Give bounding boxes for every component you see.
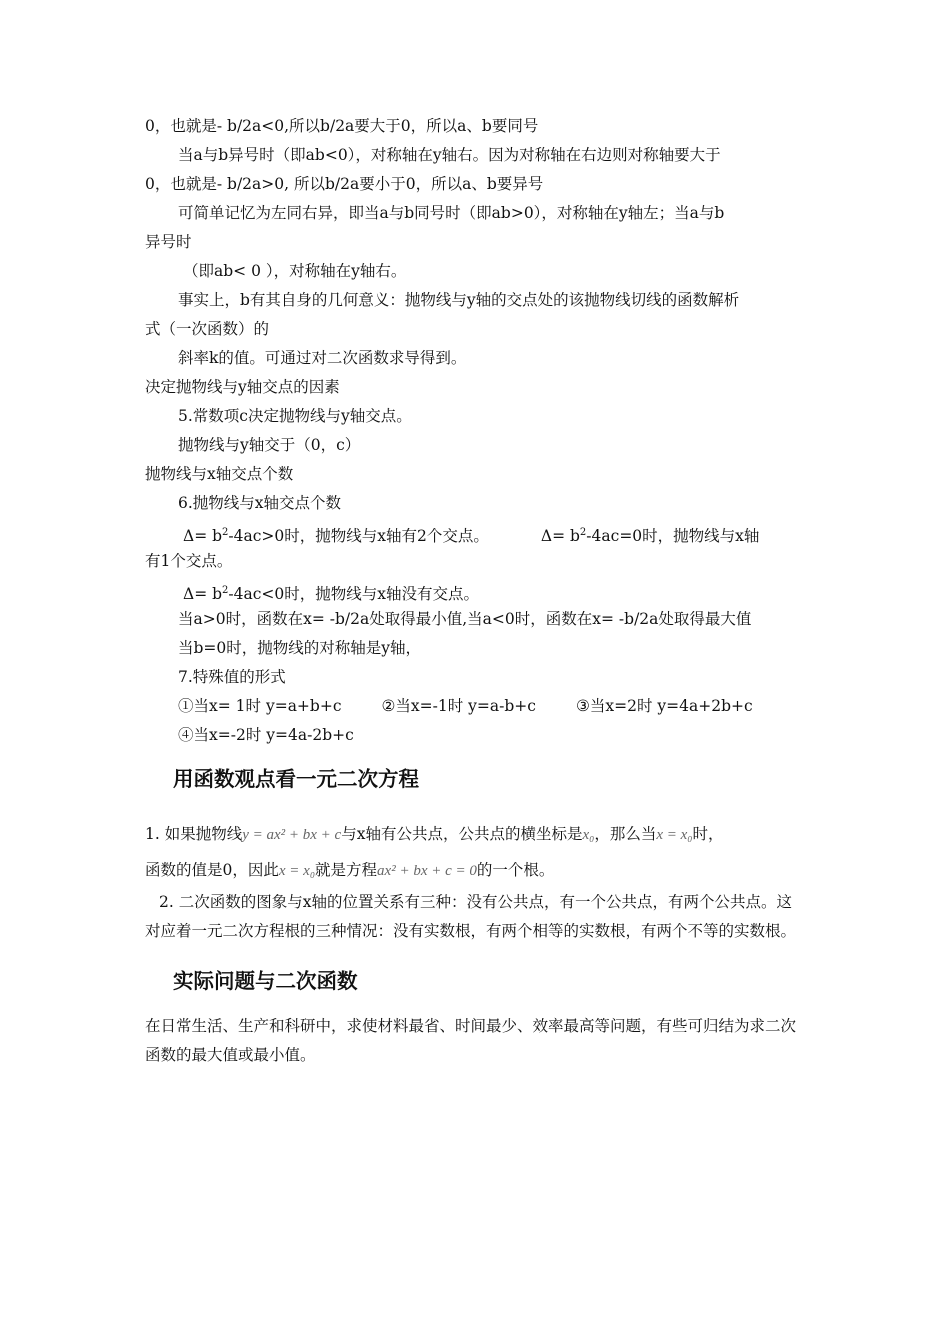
eq-text: ，那么当 bbox=[594, 825, 657, 843]
text-line: 7.特殊值的形式 bbox=[178, 668, 286, 686]
delta-text: -4ac<0时，抛物线与x轴没有交点。 bbox=[228, 585, 480, 604]
exponent: 2 bbox=[579, 527, 587, 538]
text-line: ④当x=-2时 y=4a-2b+c bbox=[178, 726, 354, 744]
delta-text: Δ= b bbox=[183, 527, 223, 546]
eq-text: 函数的值是0，因此 bbox=[145, 861, 279, 879]
eq-text: 就是方程 bbox=[315, 861, 378, 879]
delta-text: Δ= b bbox=[540, 527, 580, 546]
text-line: （即ab< 0 ），对称轴在y轴右。 bbox=[183, 262, 407, 280]
text-line: 0，也就是- b/2a<0,所以b/2a要大于0，所以a、b要同号 bbox=[145, 117, 539, 135]
text-line: 当a与b异号时（即ab<0），对称轴在y轴右。因为对称轴在右边则对称轴要大于 bbox=[178, 146, 721, 164]
section-heading: 用函数观点看一元二次方程 bbox=[173, 767, 419, 791]
text-line: 决定抛物线与y轴交点的因素 bbox=[145, 378, 340, 396]
section-heading: 实际问题与二次函数 bbox=[173, 969, 358, 993]
delta-text: -4ac>0时，抛物线与x轴有2个交点。 bbox=[228, 527, 489, 546]
text-line: 6.抛物线与x轴交点个数 bbox=[178, 494, 342, 512]
text-line: 异号时 bbox=[145, 233, 192, 251]
special-values-line bbox=[145, 692, 805, 721]
text-line: 抛物线与y轴交于（0，c） bbox=[178, 436, 361, 454]
eq-text: 的一个根。 bbox=[476, 861, 555, 879]
text-line: 0，也就是- b/2a>0, 所以b/2a要小于0，所以a、b要异号 bbox=[145, 175, 544, 193]
equation-line bbox=[145, 816, 805, 852]
math-formula: ax² + bx + c = 0 bbox=[377, 863, 477, 879]
special-value: ②当x=-1时 y=a-b+c bbox=[381, 697, 536, 715]
text-line: 当a>0时，函数在x= -b/2a处取得最小值,当a<0时，函数在x= -b/2a处取得最大值 bbox=[178, 610, 752, 628]
eq-text: 1. 如果抛物线 bbox=[145, 825, 243, 843]
text-line: 斜率k的值。可通过对二次函数求导得到。 bbox=[178, 349, 467, 367]
text-line: 5.常数项c决定抛物线与y轴交点。 bbox=[178, 407, 412, 425]
math-formula: x₀ bbox=[582, 827, 595, 843]
exponent: 2 bbox=[222, 527, 229, 538]
delta-line bbox=[145, 576, 805, 605]
equation-line bbox=[145, 852, 805, 888]
delta-text: Δ= b bbox=[183, 585, 223, 604]
text-line: 有1个交点。 bbox=[145, 552, 233, 570]
text-line: 事实上，b有其自身的几何意义：抛物线与y轴的交点处的该抛物线切线的函数解析 bbox=[178, 291, 740, 309]
text-line: 抛物线与x轴交点个数 bbox=[145, 465, 294, 483]
document-page bbox=[145, 112, 805, 1070]
text-line: 可简单记忆为左同右异，即当a与b同号时（即ab>0），对称轴在y轴左；当a与b bbox=[178, 204, 725, 222]
paragraph: 2. 二次函数的图象与x轴的位置关系有三种：没有公共点，有一个公共点，有两个公共点。这对应着一元二次方程根的三种情况：没有实数根，有两个相等的实数根，有两个不等的实数根。 bbox=[145, 893, 797, 940]
text-line: 式（一次函数）的 bbox=[145, 320, 270, 338]
delta-text: -4ac=0时，抛物线与x轴 bbox=[586, 527, 760, 546]
math-formula: x = x₀ bbox=[656, 827, 693, 843]
math-formula: x = x₀ bbox=[278, 863, 316, 879]
special-value: ①当x= 1时 y=a+b+c bbox=[178, 697, 342, 715]
eq-text: 时， bbox=[692, 825, 724, 843]
exponent: 2 bbox=[222, 585, 229, 596]
eq-text: 与x轴有公共点，公共点的横坐标是 bbox=[341, 825, 583, 843]
delta-line bbox=[145, 518, 805, 547]
text-line: 当b=0时，抛物线的对称轴是y轴， bbox=[178, 639, 422, 657]
special-value: ③当x=2时 y=4a+2b+c bbox=[575, 697, 753, 715]
paragraph: 在日常生活、生产和科研中，求使材料最省、时间最少、效率最高等问题，有些可归结为求二次函数的最大值或最小值。 bbox=[145, 1017, 797, 1064]
math-formula: y = ax² + bx + c bbox=[242, 827, 342, 843]
